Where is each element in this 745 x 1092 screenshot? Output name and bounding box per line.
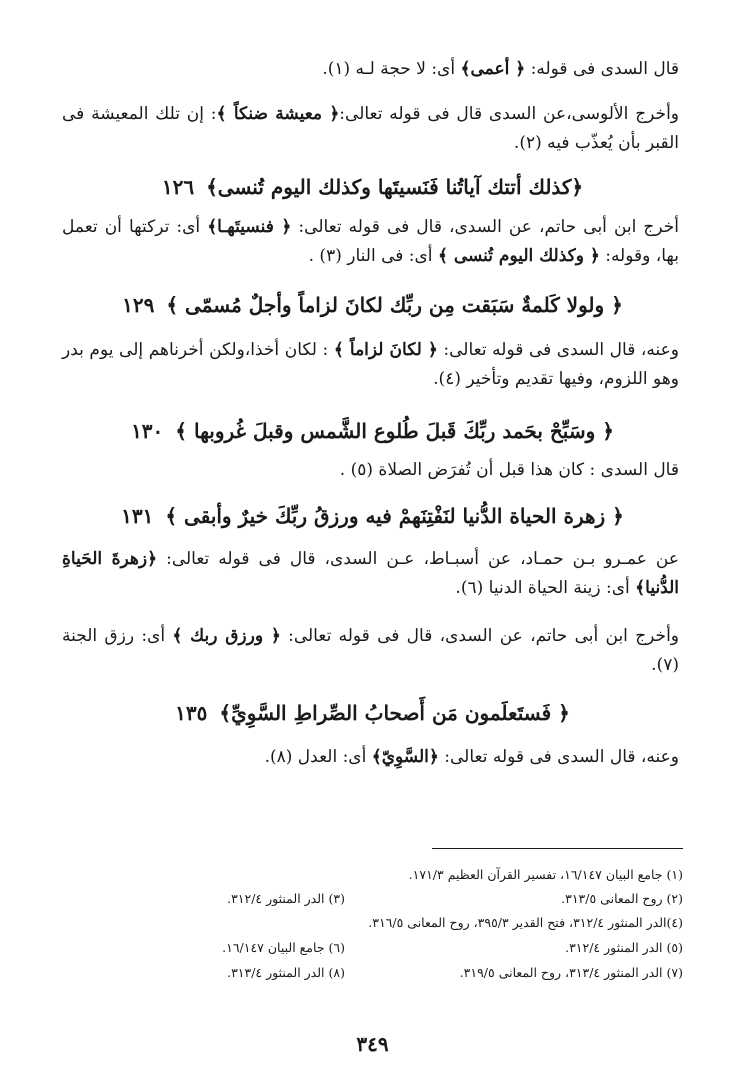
page-number: ٣٤٩ bbox=[356, 1032, 389, 1056]
verse-heading: ﴿ وسَبِّحْ بحَمد ربِّكَ قَبلَ طُلوع الشَّمس وقبلَ غُروبها ﴾١٣٠ bbox=[131, 419, 614, 443]
paragraph: قال السدى : كان هذا قبل أن تُفرَض الصلاة (٥) . bbox=[339, 460, 679, 480]
footnote: (٧) الدر المنثور ٣١٣/٤، روح المعانى ٣١٩/٥. bbox=[459, 965, 683, 980]
quran-quote: ﴿ وكذلك اليوم تُنسى ﴾ bbox=[437, 246, 600, 266]
paragraph: وعنه، قال السدى فى قوله تعالى: ﴿السَّوِيّ﴾ أى: العدل (٨). bbox=[264, 747, 679, 767]
quran-quote: ﴿زهرةَ الحَياةِ الدُّنيا﴾ bbox=[62, 549, 679, 598]
verse-heading: ﴿كذلك أتتك آياتُنا فَنَسيتَها وكذلك اليوم تُنسى﴾١٢٦ bbox=[161, 175, 584, 199]
footnote: (٤)الدر المنثور ٣١٢/٤، فتح القدير ٣٩٥/٣، روح المعانى ٣١٦/٥. bbox=[368, 915, 683, 930]
footnote: (٥) الدر المنثور ٣١٢/٤. bbox=[565, 940, 683, 955]
quran-quote: ﴿السَّوِيّ﴾ bbox=[371, 747, 439, 767]
verse-number: ١٣٠ bbox=[131, 419, 164, 443]
paragraph: عن عمـرو بـن حمـاد، عن أسبـاط، عـن السدى، قال فى قوله تعالى: ﴿زهرةَ الحَياةِ الدُّنيا﴾ أى: زينة الحياة الدنيا (٦). bbox=[62, 549, 679, 598]
quran-quote: ﴿ لكانَ لزاماً ﴾ bbox=[333, 340, 438, 360]
footnote: (٨) الدر المنثور ٣١٣/٤. bbox=[227, 965, 345, 980]
paragraph: وأخرج ابن أبى حاتم، عن السدى، قال فى قوله تعالى: ﴿ ورزق ربك ﴾ أى: رزق الجنة (٧). bbox=[62, 626, 679, 675]
footnote: (١) جامع البيان ١٦/١٤٧، تفسير القرآن العظيم ١٧١/٣. bbox=[408, 867, 683, 882]
verse-heading: ﴿ زهرة الحياة الدُّنيا لنَفْتِنَهمْ فيه ورزقُ ربِّكَ خيرٌ وأبقى ﴾١٣١ bbox=[121, 504, 624, 528]
quran-quote: ﴿ فنسيتَهـا﴾ bbox=[207, 217, 292, 237]
quran-quote: ﴿ ورزق ربك ﴾ bbox=[172, 626, 281, 646]
paragraph: أخرج ابن أبى حاتم، عن السدى، قال فى قوله تعالى: ﴿ فنسيتَهـا﴾ أى: تركتها أن تعمل بها، وقوله: ﴿ وكذلك اليوم تُنسى ﴾ أى: فى النار (٣) . bbox=[62, 217, 679, 266]
verse-number: ١٣١ bbox=[121, 504, 154, 528]
verse-number: ١٣٥ bbox=[175, 701, 208, 725]
verse-heading: ﴿ ولولا كَلمةٌ سَبَقت مِن ربِّك لكانَ لزاماً وأجلٌ مُسمّى ﴾١٢٩ bbox=[122, 293, 623, 317]
verse-number: ١٢٦ bbox=[161, 175, 195, 199]
footnote-divider bbox=[432, 848, 683, 849]
footnote: (٦) جامع البيان ١٦/١٤٧. bbox=[222, 940, 345, 955]
verse-heading: ﴿ فَستَعلَمون مَن أَصحابُ الصِّراطِ السَّوِيِّ﴾١٣٥ bbox=[175, 701, 570, 725]
paragraph: وأخرج الألوسى،عن السدى قال فى قوله تعالى:﴿ معيشة ضنكاً ﴾: إن تلك المعيشة فى القبر بأن يُعذّب فيه (٢). bbox=[62, 104, 679, 153]
verse-number: ١٢٩ bbox=[122, 293, 155, 317]
footnote: (٣) الدر المنثور ٣١٢/٤. bbox=[227, 891, 345, 906]
footnote: (٢) روح المعانى ٣١٣/٥. bbox=[561, 891, 683, 906]
quran-quote: ﴿ أعمى﴾ bbox=[460, 59, 526, 79]
paragraph: وعنه، قال السدى فى قوله تعالى: ﴿ لكانَ لزاماً ﴾ : لكان أخذا،ولكن أخرناهم إلى يوم بدر وهو اللزوم، وفيها تقديم وتأخير (٤). bbox=[62, 340, 679, 389]
quran-quote: ﴿ معيشة ضنكاً ﴾ bbox=[216, 104, 340, 124]
paragraph: قال السدى فى قوله: ﴿ أعمى﴾ أى: لا حجة لـه (١). bbox=[322, 59, 679, 79]
